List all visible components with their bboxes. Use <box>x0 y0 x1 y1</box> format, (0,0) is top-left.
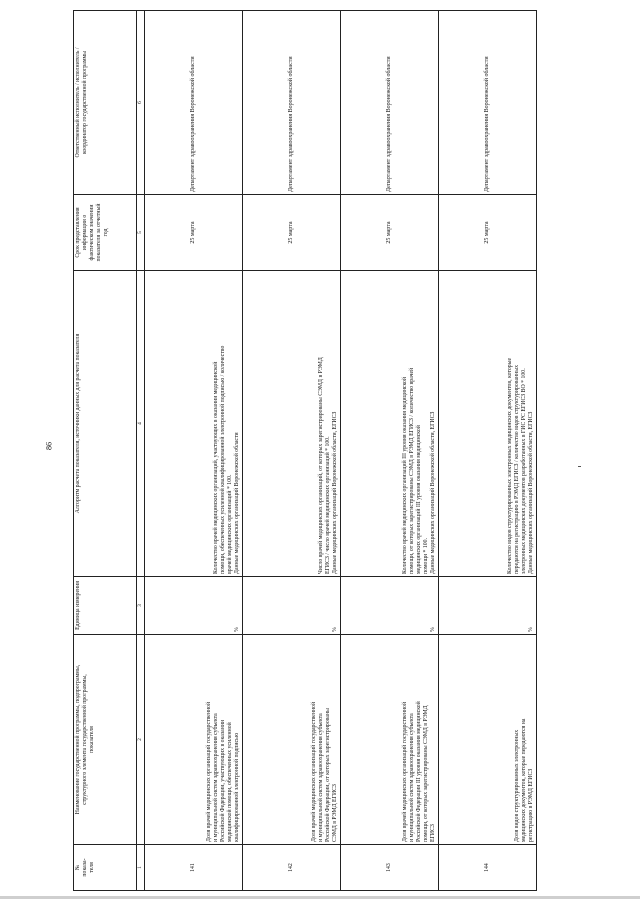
responsible-executor: Департамент здравоохранения Воронежской области <box>243 11 341 195</box>
indicator-name: Доля врачей медицинских организаций государственной и муниципальной систем здравоохранения субъекта Российской Федерации, от которых зарегистрированы СЭМД в РЭМД ЕГИСЗ <box>243 635 341 845</box>
unit-of-measure: % <box>341 577 439 635</box>
header-cell-indicator: Наименование государственной программы, подпрограммы, структурного элемента государственной программы, показателя <box>74 635 137 845</box>
indicator-name: Доля видов структурированных электронных медицинских документов, которые передаются на регистрацию в РЭМД ЕГИСЗ <box>439 635 537 845</box>
calculation-algorithm: Количество врачей медицинских организаций III уровня оказания медицинской помощи, от которых зарегистрированы СЭМД в РЭМД ЕГИСЗ / количество врачей медицинских организаций III уровня оказания медицинской помощи * 100. Данные медицинских организаций Воронежской области, ЕГИСЗ <box>341 271 439 577</box>
calculation-algorithm: Число врачей медицинских организаций, от которых зарегистрированы СЭМД в РЭМД ЕГИСЗ / число врачей медицинских организаций * 100. Данные медицинских организаций Воронежской области, ЕГИСЗ <box>243 271 341 577</box>
reporting-deadline: 25 марта <box>243 195 341 271</box>
column-number: 6 <box>137 11 145 195</box>
column-number: 3 <box>137 577 145 635</box>
table-row <box>439 11 537 891</box>
header-cell-deadline: Срок представления информации о фактическом значении показателя за отчетный год <box>74 195 137 271</box>
column-number-row <box>137 11 145 891</box>
unit-of-measure: % <box>145 577 243 635</box>
page-number: 86 <box>44 442 54 450</box>
header-cell-number: № показа- теля <box>74 845 137 891</box>
reporting-deadline: 25 марта <box>439 195 537 271</box>
indicators-table <box>73 10 537 891</box>
reporting-deadline: 25 марта <box>145 195 243 271</box>
header-cell-unit: Единица измерения <box>74 577 137 635</box>
calculation-algorithm: Количество видов структурированных электронных медицинских документов, которые передаются на регистрацию в РЭМД ЕГИСЗ / количество видов структурированных электронных медицинских документов разработанных в ГИС РС ЕГИСЗ ВО * 100. Данные медицинских организаций Воронежской области, ЕГИСЗ <box>439 271 537 577</box>
responsible-executor: Департамент здравоохранения Воронежской области <box>145 11 243 195</box>
indicators-table-wrapper <box>73 11 533 891</box>
row-number: 142 <box>243 845 341 891</box>
row-number: 141 <box>145 845 243 891</box>
rotated-table-area <box>73 11 533 911</box>
responsible-executor: Департамент здравоохранения Воронежской области <box>341 11 439 195</box>
table-row <box>145 11 243 891</box>
row-number: 143 <box>341 845 439 891</box>
header-cell-responsible: Ответственный исполнитель / исполнитель / координатор государственной программы <box>74 11 137 195</box>
indicator-name: Доля врачей медицинских организаций государственной и муниципальной систем здравоохранения субъекта Российской Федерации III уровня оказания медицинской помощи, от которых зарегистрированы СЭМД в РЭМД ЕГИСЗ <box>341 635 439 845</box>
indicator-name: Доля врачей медицинских организаций государственной и муниципальной систем здравоохранения субъекта Российской Федерации, участвующих в оказании медицинской помощи, обеспеченных усиленной квалифицированной электронной подписью <box>145 635 243 845</box>
table-row <box>341 11 439 891</box>
column-number: 1 <box>137 845 145 891</box>
unit-of-measure: % <box>439 577 537 635</box>
table-row <box>243 11 341 891</box>
reporting-deadline: 25 марта <box>341 195 439 271</box>
responsible-executor: Департамент здравоохранения Воронежской области <box>439 11 537 195</box>
column-number: 5 <box>137 195 145 271</box>
header-cell-algorithm: Алгоритм расчета показателя, источники данных для расчета показателя <box>74 271 137 577</box>
row-number: 144 <box>439 845 537 891</box>
column-number: 4 <box>137 271 145 577</box>
table-header-row <box>74 11 137 891</box>
scan-mark <box>578 466 581 467</box>
calculation-algorithm: Количество врачей медицинских организаций, участвующих в оказании медицинской помощи, обеспеченных усиленной квалифицированной электронной подписью / количество врачей медицинских организаций * 100. Данные медицинских организаций Воронежской области <box>145 271 243 577</box>
unit-of-measure: % <box>243 577 341 635</box>
column-number: 2 <box>137 635 145 845</box>
